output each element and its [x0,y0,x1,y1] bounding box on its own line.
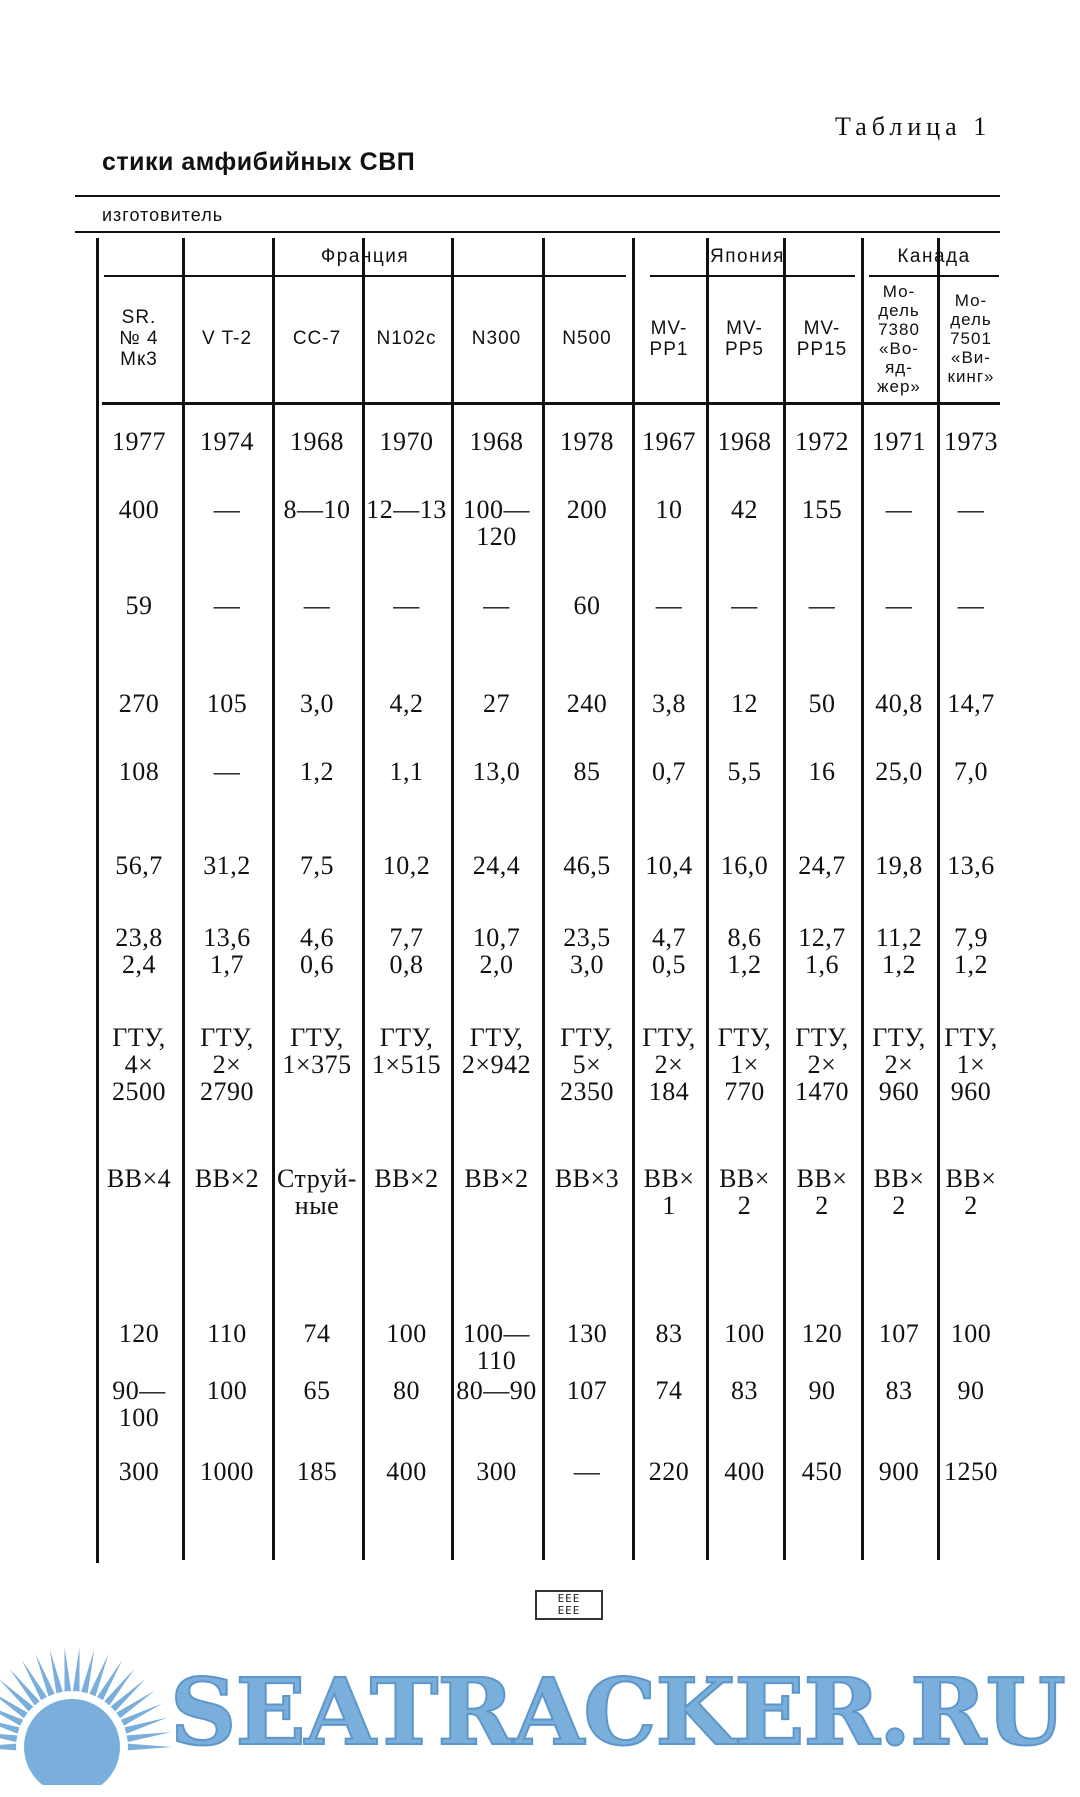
table-cell: — [731,591,758,620]
table-cell: 4,7 0,5 [652,923,686,979]
table-cell: — [573,1457,601,1486]
table-cell: 120 [118,1319,160,1348]
table-cell: 100 [950,1319,992,1348]
column-header: N500 [562,328,612,349]
column-header: Мо- дель 7380 «Во- яд- жер» [877,281,921,396]
table-cell: ВВ×2 [194,1164,260,1193]
table-cell: ВВ×2 [374,1164,439,1193]
table-cell: 1978 [560,427,614,456]
table-cell: 100 [386,1319,427,1348]
table-cell: ГТУ, 4× 2500 [112,1023,166,1106]
table-cell: — [303,591,331,620]
table-cell: ГТУ, 1×515 [371,1023,442,1079]
table-cell: 7,0 [954,757,988,786]
table-cell: 8—10 [283,495,351,524]
table-cell: ВВ× 2 [873,1164,925,1220]
table-cell: — [808,591,836,620]
table-cell: 1974 [200,427,254,456]
table-cell: — [957,495,985,524]
table-cell: 1970 [379,427,434,456]
maker-rule [75,231,1000,233]
table-cell: 83 [655,1319,683,1348]
table-cell: — [885,591,913,620]
publisher-mark: ЕЕЕ ЕЕЕ [535,1590,603,1620]
table-cell: 1968 [469,427,524,456]
column-header: MV- PP15 [796,317,848,360]
header-bottom-rule [102,402,1000,405]
table-cell: 900 [878,1457,920,1486]
table-cell: 83 [731,1376,758,1405]
table-cell: 1968 [290,427,344,456]
table-cell: ГТУ, 1×375 [282,1023,352,1079]
table-cell: ВВ× 2 [796,1164,848,1220]
table-cell: 1000 [200,1457,254,1486]
table-cell: 11,2 1,2 [875,923,923,979]
country-header-1: Япония [710,246,785,267]
table-cell: 50 [808,689,836,718]
table-cell: ВВ×2 [464,1164,529,1193]
table-cell: 42 [731,495,758,524]
table-cell: 10,7 2,0 [472,923,521,979]
table-cell: 100— 120 [463,495,530,551]
table-cell: 100 [724,1319,765,1348]
table-cell: 65 [303,1376,331,1405]
table-cell: 4,2 [389,689,424,718]
table-cell: 25,0 [875,757,923,786]
table-cell: ГТУ, 2×942 [461,1023,532,1079]
table-cell: 100 [206,1376,248,1405]
table-cell: 80 [393,1376,420,1405]
table-cell: 1,1 [389,757,424,786]
table-cell: 1972 [795,427,849,456]
table-cell: 13,0 [472,757,521,786]
column-header: Мо- дель 7501 «Ви- кинг» [947,291,995,386]
table-cell: 10 [655,495,683,524]
table-cell: 185 [296,1457,338,1486]
table-cell: 31,2 [203,851,251,880]
table-cell: 90 [957,1376,985,1405]
table-cell: 155 [801,495,843,524]
table-cell: 74 [655,1376,683,1405]
table-cell: 7,9 1,2 [954,923,988,979]
table-cell: 270 [118,689,160,718]
table-cell: 24,4 [472,851,521,880]
table-cell: 8,6 1,2 [727,923,762,979]
table-cell: 5,5 [727,757,762,786]
table-cell: ГТУ, 2× 1470 [795,1023,849,1106]
table-cell: 1967 [642,427,696,456]
table-cell: 23,8 2,4 [115,923,163,979]
table-cell: — [213,757,241,786]
table-cell: 83 [885,1376,913,1405]
table-cell: 200 [566,495,608,524]
table-cell: 1973 [944,427,998,456]
table-cell: 1250 [944,1457,998,1486]
table-cell: 90 [808,1376,836,1405]
table-cell: 13,6 1,7 [203,923,251,979]
column-header: MV- PP5 [725,317,764,360]
table-cell: 16 [808,757,836,786]
country-header-2: Канада [897,246,971,267]
table-cell: — [213,495,241,524]
table-cell: ГТУ, 1× 960 [944,1023,998,1106]
table-cell: 60 [573,591,601,620]
table-cell: 7,5 [300,851,334,880]
table-cell: 3,8 [652,689,686,718]
table-cell: 100— 110 [463,1319,530,1375]
table-cell: 90— 100 [112,1376,166,1432]
table-cell: — [393,591,420,620]
table-cell: 300 [118,1457,160,1486]
table-cell: 10,4 [645,851,693,880]
table-cell: 105 [206,689,248,718]
title-rule [75,195,1000,197]
table-cell: — [885,495,913,524]
table-cell: 1968 [717,427,772,456]
table-cell: 108 [118,757,160,786]
table-cell: 80—90 [456,1376,537,1405]
table-cell: 74 [303,1319,331,1348]
page-title: стики амфибийных СВП [102,148,416,176]
table-cell: 107 [566,1376,608,1405]
table-cell: 400 [724,1457,765,1486]
column-header: N300 [471,328,522,349]
column-header: SR. № 4 Мк3 [119,307,159,370]
watermark-text: SEATRACKER.RU [170,1658,1065,1766]
table-cell: 130 [566,1319,608,1348]
table-cell: 1971 [872,427,926,456]
table-cell: 7,7 0,8 [389,923,424,979]
table-cell: 16,0 [720,851,769,880]
table-cell: 400 [118,495,160,524]
table-cell: 107 [878,1319,920,1348]
table-cell: 450 [801,1457,843,1486]
table-cell: — [957,591,985,620]
table-cell: — [655,591,683,620]
column-header: MV- PP1 [649,317,689,360]
column-header: CC-7 [292,328,342,349]
table-cell: 3,0 [300,689,334,718]
table-cell: — [213,591,241,620]
table-cell: 14,7 [947,689,995,718]
table-cell: ВВ× 2 [719,1164,770,1220]
table-cell: 1977 [112,427,166,456]
table-number-label: Таблица 1 [835,112,992,141]
table-cell: 56,7 [115,851,163,880]
table-cell: 4,6 0,6 [300,923,334,979]
table-cell: 12,7 1,6 [798,923,846,979]
table-cell: 24,7 [798,851,846,880]
table-cell: ГТУ, 2× 2790 [200,1023,254,1106]
table-cell: ВВ×4 [106,1164,172,1193]
table-cell: 12—13 [366,495,447,524]
table-cell: 46,5 [563,851,611,880]
table-cell: 120 [801,1319,843,1348]
column-header: N102c [376,328,437,349]
table-cell: ГТУ, 2× 184 [642,1023,696,1106]
table-cell: ВВ×3 [554,1164,620,1193]
table-cell: — [483,591,510,620]
table-cell: 40,8 [875,689,923,718]
table-cell: 10,2 [382,851,431,880]
table-cell: ВВ× 1 [643,1164,695,1220]
table-cell: 12 [731,689,758,718]
table-cell: 85 [573,757,601,786]
table-cell: 400 [386,1457,427,1486]
table-cell: ВВ× 2 [945,1164,997,1220]
table-cell: 59 [125,591,153,620]
table-cell: ГТУ, 5× 2350 [560,1023,614,1106]
table-cell: 1,2 [300,757,334,786]
table-cell: 220 [648,1457,690,1486]
table-cell: 27 [483,689,510,718]
table-cell: ГТУ, 1× 770 [717,1023,772,1106]
country-header-0: Франция [320,246,410,267]
table-cell: ГТУ, 2× 960 [872,1023,926,1106]
table-cell: 110 [207,1319,247,1348]
table-cell: 0,7 [652,757,686,786]
table-cell: 240 [566,689,608,718]
table-cell: 19,8 [875,851,923,880]
table-cell: Струй- ные [277,1164,357,1220]
table-cell: 23,5 3,0 [563,923,611,979]
column-header: V T-2 [201,328,253,349]
table-cell: 13,6 [947,851,995,880]
maker-label: изготовитель [102,205,224,225]
table-cell: 300 [476,1457,517,1486]
